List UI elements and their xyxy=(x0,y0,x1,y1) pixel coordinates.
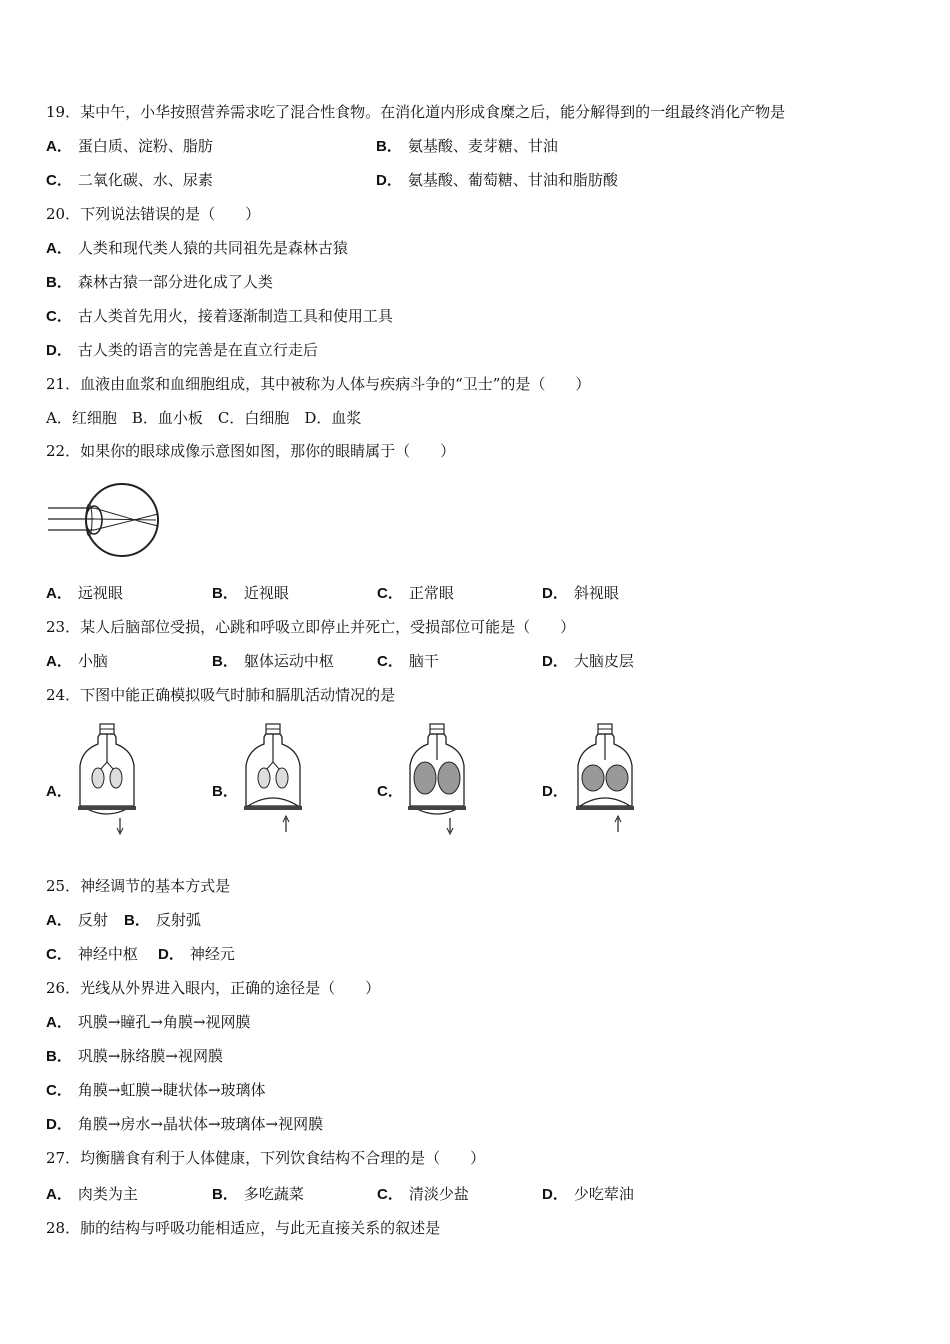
q25-stem: 25．神经调节的基本方式是 xyxy=(46,877,231,895)
q28-stem: 28．肺的结构与呼吸功能相适应，与此无直接关系的叙述是 xyxy=(46,1219,441,1237)
bell-jar-diagram-a xyxy=(76,722,138,836)
q26-option-a: A． 巩膜→瞳孔→角膜→视网膜 xyxy=(46,1013,251,1031)
q19-stem: 19．某中午，小华按照营养需求吃了混合性食物。在消化道内形成食糜之后，能分解得到的一组最终消化产物是 xyxy=(46,103,786,121)
bell-jar-diagram-b xyxy=(242,722,304,836)
q23-option-a: A． 小脑 xyxy=(46,652,108,670)
q27-option-d: D． 少吃荤油 xyxy=(542,1185,634,1203)
q27-stem: 27．均衡膳食有利于人体健康，下列饮食结构不合理的是（ ） xyxy=(46,1149,486,1167)
q23-option-c: C． 脑干 xyxy=(377,652,439,670)
q19-option-a: A． 蛋白质、淀粉、脂肪 xyxy=(46,137,213,155)
q23-option-b: B． 躯体运动中枢 xyxy=(212,652,334,670)
q24-stem: 24．下图中能正确模拟吸气时肺和膈肌活动情况的是 xyxy=(46,686,396,704)
q26-stem: 26．光线从外界进入眼内，正确的途径是（ ） xyxy=(46,979,381,997)
q25-option-d: D． 神经元 xyxy=(158,945,235,963)
q22-option-b: B． 近视眼 xyxy=(212,584,289,602)
q22-option-c: C． 正常眼 xyxy=(377,584,454,602)
q21-stem: 21．血液由血浆和血细胞组成，其中被称为人体与疾病斗争的“卫士”的是（ ） xyxy=(46,375,591,393)
q22-stem: 22．如果你的眼球成像示意图如图，那你的眼睛属于（ ） xyxy=(46,442,456,460)
q26-option-d: D． 角膜→房水→晶状体→玻璃体→视网膜 xyxy=(46,1115,324,1133)
q23-stem: 23．某人后脑部位受损，心跳和呼吸立即停止并死亡，受损部位可能是（ ） xyxy=(46,618,576,636)
eyeball-diagram xyxy=(46,478,166,562)
q19-option-d: D． 氨基酸、葡萄糖、甘油和脂肪酸 xyxy=(376,171,618,189)
q20-option-a: A． 人类和现代类人猿的共同祖先是森林古猿 xyxy=(46,239,348,257)
q25-option-c: C． 神经中枢 xyxy=(46,945,138,963)
bell-jar-diagram-c xyxy=(406,722,468,836)
bell-jar-diagram-d xyxy=(574,722,636,836)
q26-option-b: B． 巩膜→脉络膜→视网膜 xyxy=(46,1047,223,1065)
q22-option-a: A． 远视眼 xyxy=(46,584,123,602)
q23-option-d: D． 大脑皮层 xyxy=(542,652,634,670)
q27-option-c: C． 清淡少盐 xyxy=(377,1185,469,1203)
q25-option-a: A． 反射 xyxy=(46,911,108,929)
q27-option-b: B． 多吃蔬菜 xyxy=(212,1185,304,1203)
q20-option-d: D． 古人类的语言的完善是在直立行走后 xyxy=(46,341,318,359)
q22-option-d: D． 斜视眼 xyxy=(542,584,619,602)
q20-option-c: C． 古人类首先用火，接着逐渐制造工具和使用工具 xyxy=(46,307,393,325)
q19-option-b: B． 氨基酸、麦芽糖、甘油 xyxy=(376,137,558,155)
q24-label-d: D． xyxy=(542,783,568,800)
q20-stem: 20．下列说法错误的是（ ） xyxy=(46,205,261,223)
q24-label-b: B． xyxy=(212,783,238,800)
q19-option-c: C． 二氧化碳、水、尿素 xyxy=(46,171,213,189)
q24-label-a: A． xyxy=(46,783,72,800)
q25-option-b: B． 反射弧 xyxy=(124,911,201,929)
q21-options: A．红细胞 B．血小板 C．白细胞 D．血浆 xyxy=(46,409,362,427)
q27-option-a: A． 肉类为主 xyxy=(46,1185,138,1203)
q20-option-b: B． 森林古猿一部分进化成了人类 xyxy=(46,273,273,291)
q24-label-c: C． xyxy=(377,783,403,800)
q26-option-c: C． 角膜→虹膜→睫状体→玻璃体 xyxy=(46,1081,266,1099)
